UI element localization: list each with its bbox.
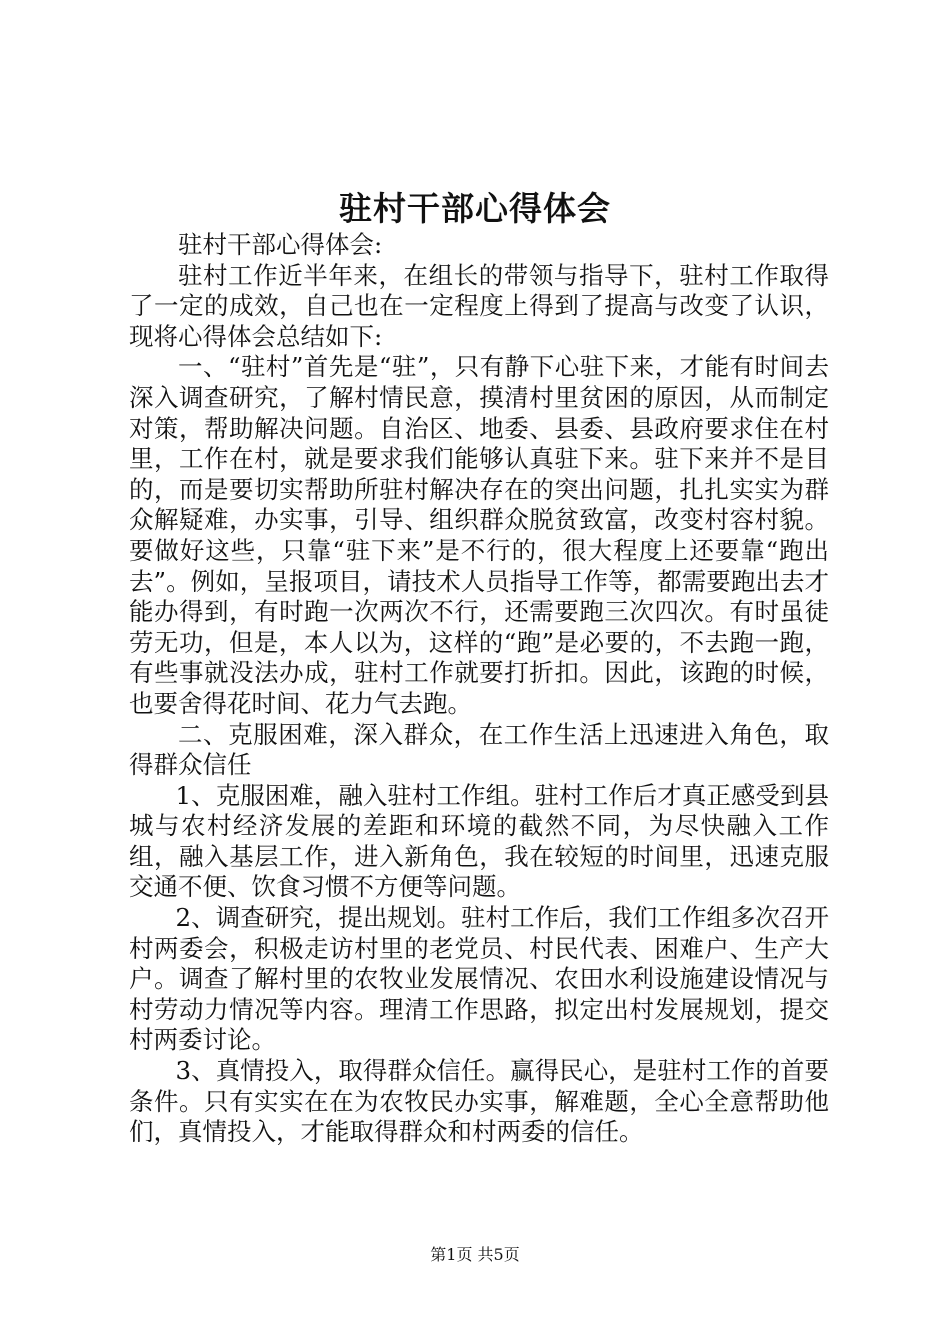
item-one-paragraph: 1、克服困难，融入驻村工作组。驻村工作后才真正感受到县城与农村经济发展的差距和环境的截然不同，为尽快融入工作组，融入基层工作，进入新角色，我在较短的时间里，迅速克服交通不便、饮食习惯不方便等问题。 <box>129 780 829 902</box>
section-one-paragraph: 一、“驻村”首先是“驻”，只有静下心驻下来，才能有时间去深入调查研究，了解村情民意，摸清村里贫困的原因，从而制定对策，帮助解决问题。自治区、地委、县委、县政府要求住在村里，工作在村，就是要求我们能够认真驻下来。驻下来并不是目的，而是要切实帮助所驻村解决存在的突出问题，扎扎实实为群众解疑难，办实事，引导、组织群众脱贫致富，改变村容村貌。要做好这些，只靠“驻下来”是不行的，很大程度上还要靠“跑出去”。例如，呈报项目，请技术人员指导工作等，都需要跑出去才能办得到，有时跑一次两次不行，还需要跑三次四次。有时虽徒劳无功，但是，本人以为，这样的“跑”是必要的，不去跑一跑，有些事就没法办成，驻村工作就要打折扣。因此，该跑的时候，也要舍得花时间、花力气去跑。 <box>129 352 829 718</box>
intro-paragraph: 驻村工作近半年来，在组长的带领与指导下，驻村工作取得了一定的成效，自己也在一定程度上得到了提高与改变了认识，现将心得体会总结如下: <box>129 260 829 351</box>
item-two-paragraph: 2、调查研究，提出规划。驻村工作后，我们工作组多次召开村两委会，积极走访村里的老党员、村民代表、困难户、生产大户。调查了解村里的农牧业发展情况、农田水利设施建设情况与村劳动力情况等内容。理清工作思路，拟定出村发展规划，提交村两委讨论。 <box>129 903 829 1055</box>
page-footer: 第1页 共5页 <box>430 1245 520 1264</box>
section-two-heading: 二、克服困难，深入群众，在工作生活上迅速进入角色，取得群众信任 <box>129 719 829 780</box>
document-title: 驻村干部心得体会 <box>339 189 611 228</box>
document-body <box>129 230 829 1148</box>
greeting-paragraph: 驻村干部心得体会: <box>178 230 383 259</box>
item-three-paragraph: 3、真情投入，取得群众信任。赢得民心，是驻村工作的首要条件。只有实实在在为农牧民办实事，解难题，全心全意帮助他们，真情投入，才能取得群众和村两委的信任。 <box>129 1056 829 1147</box>
